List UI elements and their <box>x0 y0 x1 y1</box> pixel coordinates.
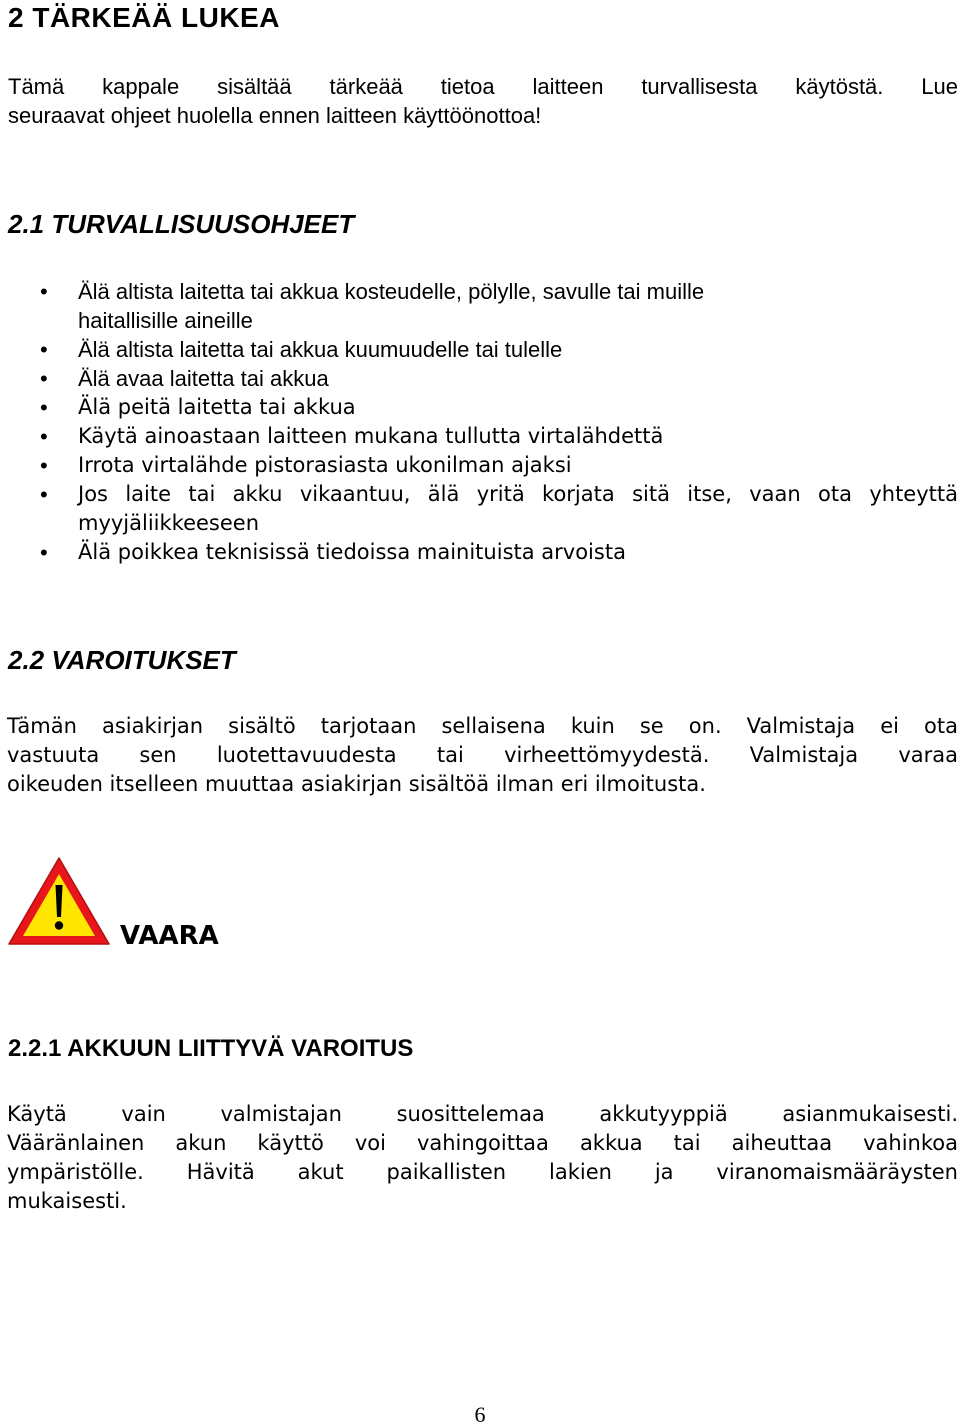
paragraph-line: vastuuta sen luotettavuudesta tai virheettömyydestä. Valmistaja varaa <box>7 743 958 767</box>
list-item <box>40 451 958 480</box>
paragraph-line: mukaisesti. <box>7 1189 127 1213</box>
paragraph-line: ympäristölle. Hävitä akut paikallisten lakien ja viranomaismääräysten <box>7 1160 958 1184</box>
danger-label: VAARA <box>120 921 219 951</box>
list-item-line: haitallisille aineille <box>78 308 253 333</box>
list-item <box>40 422 958 451</box>
section-heading-2-1: 2.1 TURVALLISUUSOHJEET <box>8 209 355 239</box>
disclaimer-paragraph <box>7 712 958 799</box>
section-heading-2-2-1: 2.2.1 AKKUUN LIITTYVÄ VAROITUS <box>8 1035 414 1062</box>
section-heading-2: 2 TÄRKEÄÄ LUKEA <box>8 2 280 33</box>
paragraph-line: oikeuden itselleen muuttaa asiakirjan sisältöä ilman eri ilmoitusta. <box>7 772 706 796</box>
list-item <box>40 480 958 538</box>
list-item-text: Älä avaa laitetta tai akkua <box>78 366 329 391</box>
list-item-line: • Älä altista laitetta tai akkua kosteudelle, pölylle, savulle tai muille <box>78 279 705 304</box>
intro-paragraph <box>8 72 958 130</box>
list-item <box>40 393 958 422</box>
paragraph-line: Käytä vain valmistajan suosittelemaa akkutyyppiä asianmukaisesti. <box>7 1102 958 1126</box>
list-item-text: Käytä ainoastaan laitteen mukana tullutta virtalähdettä <box>78 424 664 448</box>
section-heading-2-2: 2.2 VAROITUKSET <box>8 645 236 675</box>
safety-instructions-list <box>40 277 958 567</box>
list-item-text: Älä altista laitetta tai akkua kuumuudelle tai tulelle <box>78 337 563 362</box>
battery-warning-paragraph <box>7 1100 958 1216</box>
list-item <box>40 277 958 335</box>
intro-line-1: Tämä kappale sisältää tärkeää tietoa laitteen turvallisesta käytöstä. Lue <box>8 74 958 99</box>
list-item-text: Älä peitä laitetta tai akkua <box>78 395 356 419</box>
paragraph-line: Vääränlainen akun käyttö voi vahingoittaa akkua tai aiheuttaa vahinkoa <box>7 1131 958 1155</box>
list-item <box>40 538 958 567</box>
list-item-text: Irrota virtalähde pistorasiasta ukonilman ajaksi <box>78 453 572 477</box>
list-item-text: Älä poikkea teknisissä tiedoissa mainituista arvoista <box>78 540 626 564</box>
warning-triangle-icon <box>6 855 112 947</box>
intro-line-2: seuraavat ohjeet huolella ennen laitteen käyttöönottoa! <box>8 103 542 128</box>
list-item <box>40 364 958 393</box>
list-item <box>40 335 958 364</box>
list-item-line: myyjäliikkeeseen <box>78 511 260 535</box>
list-item-line: • Jos laite tai akku vikaantuu, älä yritä korjata sitä itse, vaan ota yhteyttä <box>78 482 958 506</box>
paragraph-line: Tämän asiakirjan sisältö tarjotaan sellaisena kuin se on. Valmistaja ei ota <box>7 714 958 738</box>
page-number: 6 <box>474 1402 486 1427</box>
